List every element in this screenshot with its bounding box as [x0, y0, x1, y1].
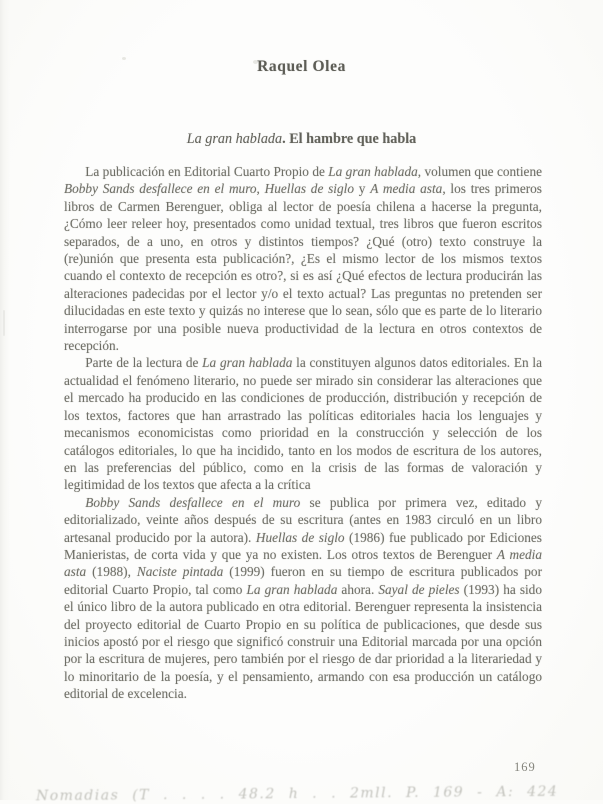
book-title-italic: A media asta: [370, 181, 443, 197]
text-segment: , volumen que contiene: [417, 164, 542, 179]
essay-title-subtitle: . El hambre que habla: [282, 131, 417, 147]
page-number: 169: [514, 760, 536, 774]
book-title-italic: La gran hablada: [246, 581, 338, 597]
text-segment: ahora.: [337, 581, 379, 597]
text-segment: Parte de la lectura de: [85, 355, 203, 371]
text-segment: ,: [256, 181, 265, 197]
body-paragraph: [64, 494, 542, 703]
book-title-italic: Bobby Sands desfallece en el muro: [85, 494, 301, 510]
book-title-italic: Huellas de siglo: [264, 181, 354, 197]
book-title-italic: Sayal de pieles: [378, 581, 460, 597]
book-title-italic: Naciste pintada: [136, 564, 224, 580]
text-segment: se publica por primera vez, editado y editorializado, veinte años después de su escritura (antes en 1983 circuló en un libro artesanal producido por la autora).: [64, 494, 542, 545]
handwritten-catalog-note: Nomadias (T . . . . 48.2 h . . 2mll. P. 169 - A: 424: [35, 783, 559, 804]
book-title-italic: A media asta: [64, 546, 543, 580]
book-title-italic: Bobby Sands desfallece en el muro: [64, 181, 257, 197]
body-paragraph: [64, 354, 542, 493]
text-segment: (1988),: [86, 564, 137, 580]
text-segment: (1993) ha sido el único libro de la autora publicado en otra editorial. Berenguer representa la insistencia del proyecto editorial de Cuarto Propio en su política de publicaciones, que desde sus inicios apostó por el riesgo que significó construir una Editorial marcada por una opción por la escritura de mujeres, pero también por el riesgo de dar prioridad a la literariedad y lo minoritario de la poesía, y el pensamiento, armando con esa producción un catálogo editorial de excelencia.: [64, 581, 542, 702]
text-segment: la constituyen algunos datos editoriales. En la actualidad el fenómeno literario, no puede ser mirado sin considerar las alteraciones que el mercado ha producido en las condiciones de producción, distribución y recepción de los textos, factores que han arrastrado las políticas editoriales hacia los lenguajes y mecanismos economicistas como prioridad en la construcción y selección de los catálogos editoriales, lo que ha incidido, tanto en los modos de escritura de los autores, en las preferencias del público, como en la crisis de las formas de valoración y legitimidad de los textos que afecta a la crítica: [64, 355, 542, 493]
text-segment: y: [354, 181, 371, 197]
text-segment: (1986) fue publicado por Ediciones Manieristas, de corta vida y que ya no existen. Los otros textos de Berenguer: [64, 529, 542, 562]
text-segment: La publicación en Editorial Cuarto Propio de: [85, 164, 329, 179]
text-body: [64, 163, 542, 703]
essay-title: [0, 131, 603, 148]
body-paragraph: [64, 163, 542, 354]
book-title-italic: La gran hablada: [328, 164, 418, 179]
book-title-italic: La gran hablada: [202, 355, 293, 371]
author-heading: Raquel Olea: [257, 58, 346, 75]
text-segment: , los tres primeros libros de Carmen Berenguer, obliga al lector de poesía chilena a hacerse la pregunta, ¿Cómo leer releer hoy, presentados como unidad textual, tres libros que fueron escritos separados, de a uno, en otros y distintos tiempos? ¿Qué (otro) texto construye la (re)unión que presenta esta publicación?, ¿Es el mismo lector de los mismos textos cuando el contexto de recepción es otro?, si es así ¿Qué efectos de lectura producirán las alteraciones padecidas por el lector y/o el texto actual? Las preguntas no pretenden ser dilucidadas en este texto y quizás no interese que lo sean, sólo que es parte de lo literario interrogarse por una posible nueva productividad de la lectura en otros contextos de recepción.: [64, 181, 542, 354]
essay-title-book-name: La gran hablada: [186, 131, 283, 147]
book-title-italic: Huellas de siglo: [255, 529, 345, 545]
text-segment: (1999) fueron en su tiempo de escritura publicados por editorial Cuarto Propio, tal como: [64, 564, 542, 597]
scan-edge-mark: [3, 310, 5, 336]
